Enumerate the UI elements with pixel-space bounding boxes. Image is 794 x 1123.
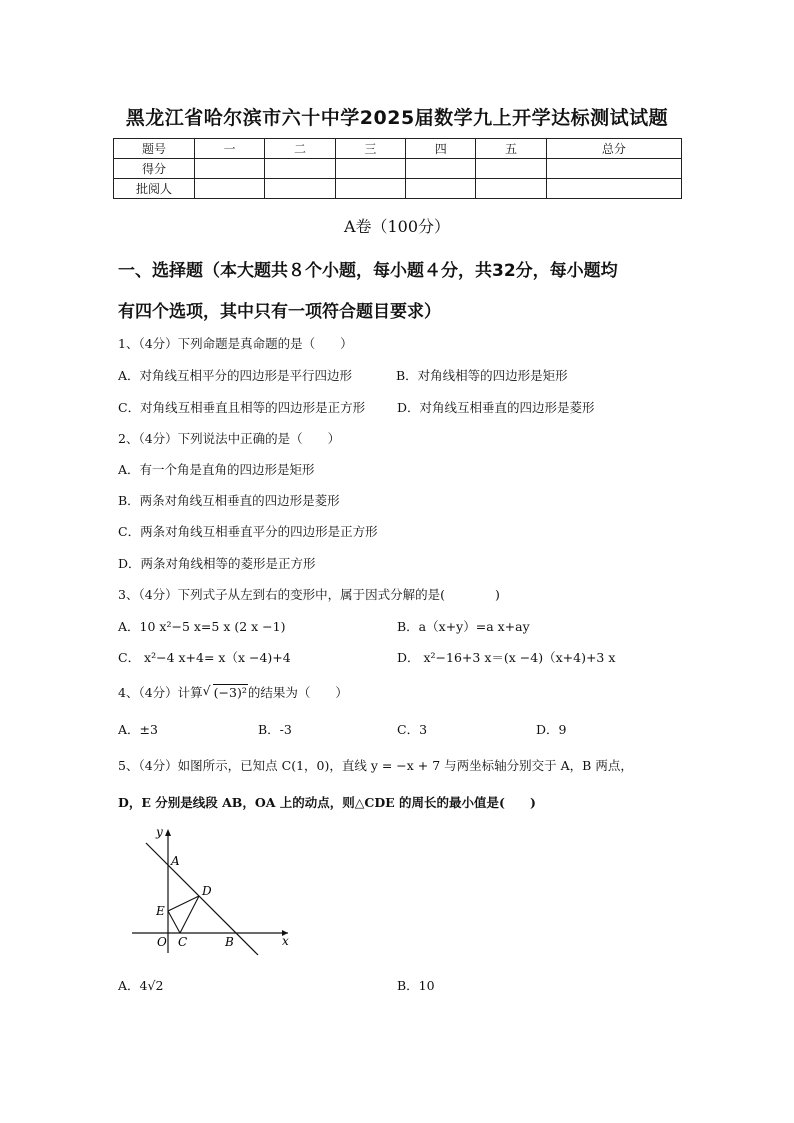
option-b: B．两条对角线互相垂直的四边形是菱形: [118, 493, 340, 508]
table-cell: 三: [335, 139, 405, 159]
question-stem: 2、（4分）下列说法中正确的是（ ）: [118, 431, 341, 446]
table-cell: 一: [195, 139, 265, 159]
table-cell: 题号: [114, 139, 195, 159]
label-c: C: [178, 935, 188, 949]
label-d: D: [202, 884, 212, 898]
part-heading-line2: 有四个选项，其中只有一项符合题目要求）: [118, 302, 441, 322]
table-cell[interactable]: [195, 179, 265, 199]
option-b: B．-3: [258, 722, 292, 737]
coordinate-figure: [128, 823, 298, 963]
option-c: C． x²−4 x+4= x（x −4)+4: [118, 650, 291, 665]
stem-suffix: 的结果为（ ）: [247, 685, 348, 700]
option-c: C．3: [397, 722, 428, 737]
table-cell[interactable]: [476, 179, 546, 199]
segment-ec: [168, 911, 180, 933]
table-cell[interactable]: [265, 159, 335, 179]
option-a: A．对角线互相平分的四边形是平行四边形: [118, 368, 353, 383]
part-heading-line1: 一、选择题（本大题共８个小题，每小题４分，共32分，每小题均: [118, 261, 618, 281]
option-d: D． x²−16+3 x＝(x −4)（x+4)+3 x: [397, 650, 616, 665]
option-a: A．10 x²−5 x=5 x (2 x −1): [118, 619, 286, 634]
table-cell: 总分: [546, 139, 681, 159]
stem-prefix: 4、（4分）计算: [118, 685, 203, 700]
table-cell[interactable]: [335, 179, 405, 199]
table-cell: 二: [265, 139, 335, 159]
table-cell[interactable]: [546, 159, 681, 179]
option-d: D．对角线互相垂直的四边形是菱形: [397, 400, 595, 415]
table-cell: 批阅人: [114, 179, 195, 199]
question-stem: 1、（4分）下列命题是真命题的是（ ）: [118, 336, 353, 351]
option-c: C．两条对角线互相垂直平分的四边形是正方形: [118, 524, 378, 539]
option-d: D．9: [536, 722, 567, 737]
option-a: A．4√2: [118, 978, 164, 993]
section-heading: A卷（100分）: [343, 217, 451, 236]
score-table: [113, 138, 682, 199]
page-title: 黑龙江省哈尔滨市六十中学2025届数学九上开学达标测试试题: [125, 107, 669, 129]
question-stem-line1: 5、（4分）如图所示，已知点 C(1，0)，直线 y = −x + 7 与两坐标轴分别交于 A，B 两点，: [118, 758, 633, 773]
label-e: E: [156, 904, 165, 918]
score-table-row: [114, 159, 682, 179]
score-table-header-row: [114, 139, 682, 159]
option-b: B．10: [397, 978, 435, 993]
table-cell[interactable]: [265, 179, 335, 199]
label-a: A: [171, 854, 180, 868]
table-cell[interactable]: [335, 159, 405, 179]
segment-de: [168, 896, 199, 911]
table-cell[interactable]: [546, 179, 681, 199]
label-y: y: [156, 825, 163, 839]
option-b: B．对角线相等的四边形是矩形: [396, 368, 568, 383]
label-b: B: [225, 935, 234, 949]
segment-cd: [180, 896, 199, 933]
option-a: A．有一个角是直角的四边形是矩形: [118, 462, 315, 477]
radical-icon: √: [202, 683, 211, 698]
y-axis-arrow-icon: [165, 829, 171, 836]
question-stem-line2: D，E 分别是线段 AB，OA 上的动点，则△CDE 的周长的最小值是( ): [118, 795, 536, 810]
table-cell: 四: [406, 139, 476, 159]
question-stem: [118, 683, 348, 701]
label-o: O: [157, 935, 167, 949]
option-a: A．±3: [118, 722, 158, 737]
score-table-row: [114, 179, 682, 199]
option-b: B．a（x+y）=a x+ay: [397, 619, 530, 634]
label-x: x: [282, 934, 289, 948]
radicand: (−3)²: [213, 685, 247, 700]
table-cell: 五: [476, 139, 546, 159]
table-cell[interactable]: [195, 159, 265, 179]
table-cell[interactable]: [406, 159, 476, 179]
option-d: D．两条对角线相等的菱形是正方形: [118, 556, 316, 571]
sqrt-expression: [203, 685, 248, 700]
option-c: C．对角线互相垂直且相等的四边形是正方形: [118, 400, 366, 415]
table-cell: 得分: [114, 159, 195, 179]
question-stem: 3、（4分）下列式子从左到右的变形中，属于因式分解的是( ): [118, 587, 500, 602]
table-cell[interactable]: [406, 179, 476, 199]
table-cell[interactable]: [476, 159, 546, 179]
